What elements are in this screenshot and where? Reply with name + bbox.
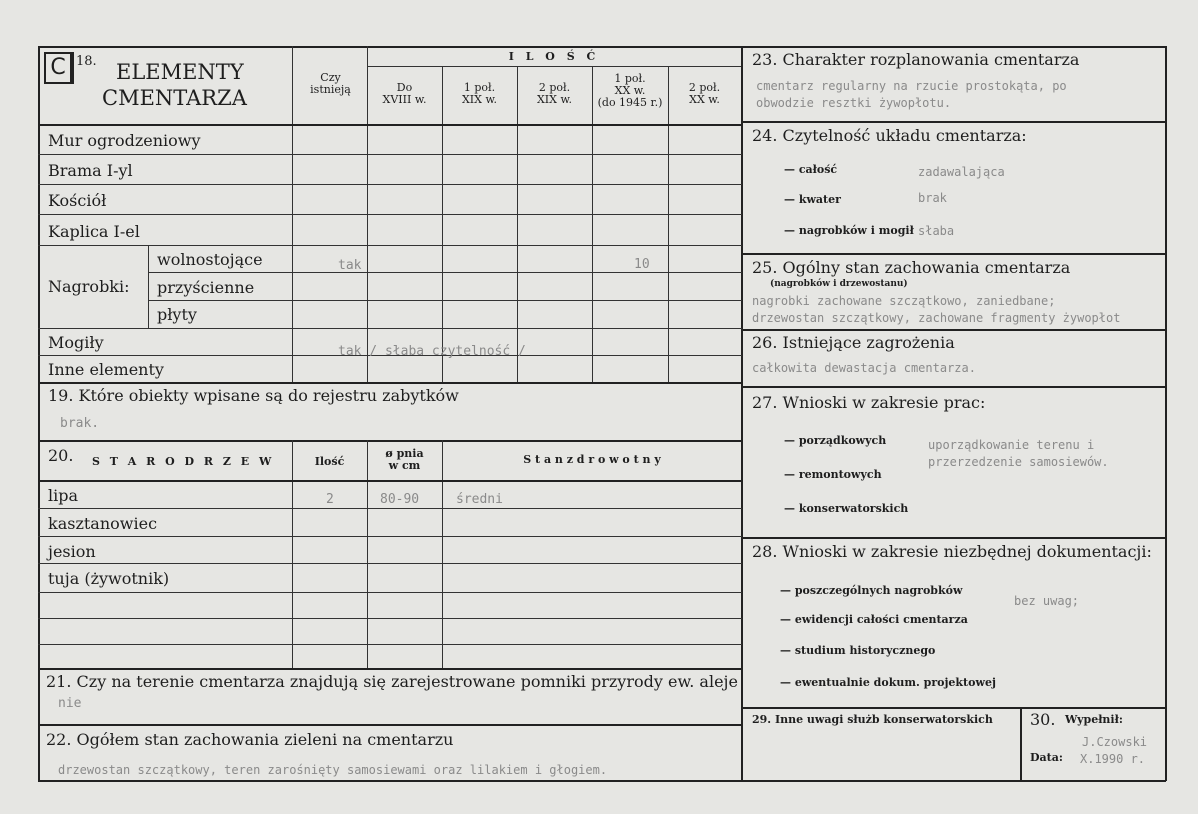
row-brama: Brama I-yl <box>48 161 133 180</box>
wypelnil-value: J.Czowski <box>1082 735 1148 749</box>
col-1pol-xx: 1 poł. XX w. (do 1945 r.) <box>597 72 663 109</box>
row-mogily: Mogiły <box>48 333 104 352</box>
lipa-stan-value: średni <box>456 492 503 507</box>
col-1pol-xix: 1 poł. XIX w. <box>461 81 498 106</box>
row-kaplica: Kaplica I-el <box>48 222 140 241</box>
section-22-value: drzewostan szczątkowy, teren zarośnięty samosiewami oraz lilakiem i głogiem. <box>58 763 608 777</box>
tree-tuja: tuja (żywotnik) <box>48 569 170 588</box>
frame-left <box>38 46 40 781</box>
item-remontowych: — remontowych <box>784 468 882 481</box>
col-stan: S t a n z d r o w o t n y <box>523 453 661 466</box>
col-2pol-xix: 2 poł. XIX w. <box>536 81 573 106</box>
value-calosc: zadawalająca <box>918 165 1005 179</box>
section-30-number: 30. <box>1030 710 1056 729</box>
item-poszczegolnych: — poszczególnych nagrobków <box>780 584 963 597</box>
frame-top <box>38 46 1166 48</box>
value-mogily: tak / słaba czytelność / <box>338 344 526 359</box>
section-20-number: 20. <box>48 446 74 465</box>
section-18-title-2: CMENTARZA <box>102 86 247 110</box>
item-dokum-projektowej: — ewentualnie dokum. projektowej <box>780 676 996 689</box>
section-25-title: 25. Ogólny stan zachowania cmentarza <box>752 258 1071 277</box>
item-studium: — studium historycznego <box>780 644 936 657</box>
data-label: Data: <box>1030 751 1063 764</box>
section-letter-box: C <box>44 52 74 84</box>
section-27-value-1: uporządkowanie terenu i <box>928 438 1095 452</box>
row-przyscienne: przyścienne <box>157 278 255 297</box>
col-ilosc-trees: Ilość <box>314 455 345 468</box>
section-26-value: całkowita dewastacja cmentarza. <box>752 361 976 375</box>
item-calosc: — całość <box>784 163 838 176</box>
col-pnia: ø pnia w cm <box>385 447 424 472</box>
section-27-value-2: przerzedzenie samosiewów. <box>928 455 1109 469</box>
frame-bottom <box>38 780 1166 782</box>
row-nagrobki: Nagrobki: <box>48 277 130 296</box>
section-20-title: S T A R O D R Z E W <box>92 455 275 468</box>
frame-middle <box>741 46 743 781</box>
section-21-value: nie <box>58 696 82 711</box>
value-nagrobkow: słaba <box>918 224 955 238</box>
row-kosciol: Kościół <box>48 191 107 210</box>
section-25-subtitle: (nagrobków i drzewostanu) <box>770 279 908 289</box>
section-27-title: 27. Wnioski w zakresie prac: <box>752 393 986 412</box>
item-nagrobkow: — nagrobków i mogił <box>784 224 914 237</box>
section-18-title-1: ELEMENTY <box>116 60 244 84</box>
tree-lipa: lipa <box>48 486 79 505</box>
item-ewidencji: — ewidencji całości cmentarza <box>780 613 968 626</box>
section-18-number: 18. <box>76 54 97 69</box>
section-22-title: 22. Ogółem stan zachowania zieleni na cmentarzu <box>46 730 454 749</box>
item-kwater: — kwater <box>784 193 841 206</box>
section-19-title: 19. Które obiekty wpisane są do rejestru zabytków <box>48 386 459 405</box>
section-28-title: 28. Wnioski w zakresie niezbędnej dokumentacji: <box>752 542 1152 561</box>
section-23-title: 23. Charakter rozplanowania cmentarza <box>752 50 1080 69</box>
frame-right <box>1165 46 1167 781</box>
tree-jesion: jesion <box>48 542 96 561</box>
tree-kasztanowiec: kasztanowiec <box>48 514 158 533</box>
section-23-value-2: obwodzie resztki żywopłotu. <box>756 96 952 110</box>
section-28-value: bez uwag; <box>1014 594 1080 608</box>
col-do-xviii: Do XVIII w. <box>382 81 427 106</box>
row-mur: Mur ogrodzeniowy <box>48 131 201 150</box>
wypelnil-label: Wypełnił: <box>1065 713 1123 726</box>
value-wolnostojace-czy: tak <box>338 258 362 273</box>
section-26-title: 26. Istniejące zagrożenia <box>752 333 955 352</box>
lipa-ilosc-value: 2 <box>326 492 334 507</box>
section-23-value-1: cmentarz regularny na rzucie prostokąta, po <box>756 79 1067 93</box>
section-21-title: 21. Czy na terenie cmentarza znajdują się zarejestrowane pomniki przyrody ew. aleje <box>46 672 738 691</box>
row-inne: Inne elementy <box>48 360 164 379</box>
section-25-value-2: drzewostan szczątkowy, zachowane fragmenty żywopłot <box>752 311 1121 325</box>
section-25-value-1: nagrobki zachowane szczątkowo, zaniedbane; <box>752 294 1056 308</box>
data-value: X.1990 r. <box>1080 752 1146 766</box>
lipa-pnia-value: 80-90 <box>380 492 420 507</box>
col-czy-istnieja: Czy istnieją <box>310 71 351 96</box>
col-2pol-xx: 2 poł. XX w. <box>688 81 721 106</box>
row-wolnostojace: wolnostojące <box>157 250 263 269</box>
col-ilosc: I L O Ś Ć <box>508 50 600 63</box>
section-29-title: 29. Inne uwagi służb konserwatorskich <box>752 713 993 726</box>
value-wolnostojace-ilosc: 10 <box>634 257 650 272</box>
item-konserwatorskich: — konserwatorskich <box>784 502 909 515</box>
item-porzadkowych: — porządkowych <box>784 434 887 447</box>
section-24-title: 24. Czytelność układu cmentarza: <box>752 126 1027 145</box>
value-kwater: brak <box>918 191 947 205</box>
section-19-value: brak. <box>60 416 100 431</box>
row-plyty: płyty <box>157 305 197 324</box>
